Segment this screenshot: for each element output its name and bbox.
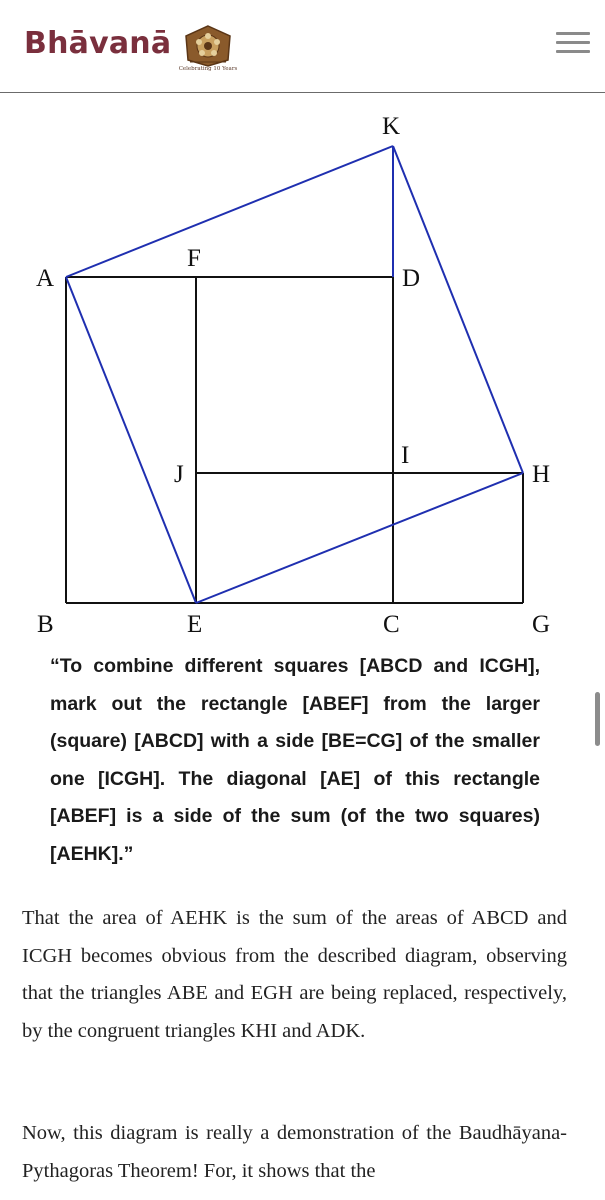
- label-a: A: [36, 265, 55, 292]
- body-paragraph-1: That the area of AEHK is the sum of the areas of ABCD and ICGH becomes obvious from the described diagram, observing that the triangles ABE and EGH are being replaced, respectively, by the congruent triangles KHI and ADK.: [22, 907, 567, 1042]
- line-kh: [393, 146, 523, 473]
- line-ea: [66, 277, 196, 603]
- hamburger-menu-icon[interactable]: [556, 30, 590, 56]
- label-g: G: [532, 611, 551, 638]
- body-paragraph-2: Now, this diagram is really a demonstration of the Baudhāyana-Pythagoras Theorem! For, it shows that the: [22, 1122, 567, 1182]
- sum-square-lines: [66, 146, 523, 603]
- squares-and-rectangle-lines: [66, 277, 523, 603]
- logo-caption: Celebrating 10 Years: [178, 66, 238, 72]
- label-j: J: [174, 461, 184, 488]
- square-construction-diagram: [0, 93, 605, 648]
- line-ak: [66, 146, 393, 277]
- site-header: [0, 0, 605, 92]
- label-c: C: [383, 611, 400, 638]
- line-he: [196, 473, 523, 603]
- label-h: H: [532, 461, 551, 488]
- scrollbar-thumb[interactable]: [595, 692, 600, 746]
- label-d: D: [402, 265, 421, 292]
- label-b: B: [37, 611, 54, 638]
- label-e: E: [187, 611, 203, 638]
- label-f: F: [187, 245, 201, 272]
- site-brand-logo[interactable]: Bhāvanā: [24, 26, 172, 61]
- label-i: I: [401, 442, 410, 469]
- sutra-quote: “To combine different squares [ABCD and ICGH], mark out the rectangle [ABEF] from the larger (square) [ABCD] with a side [BE=CG] of the smaller one [ICGH]. The diagonal [AE] of this rectangle [ABEF] is a side of the sum (of the two squares) [AEHK].”: [50, 655, 540, 865]
- label-k: K: [382, 113, 401, 140]
